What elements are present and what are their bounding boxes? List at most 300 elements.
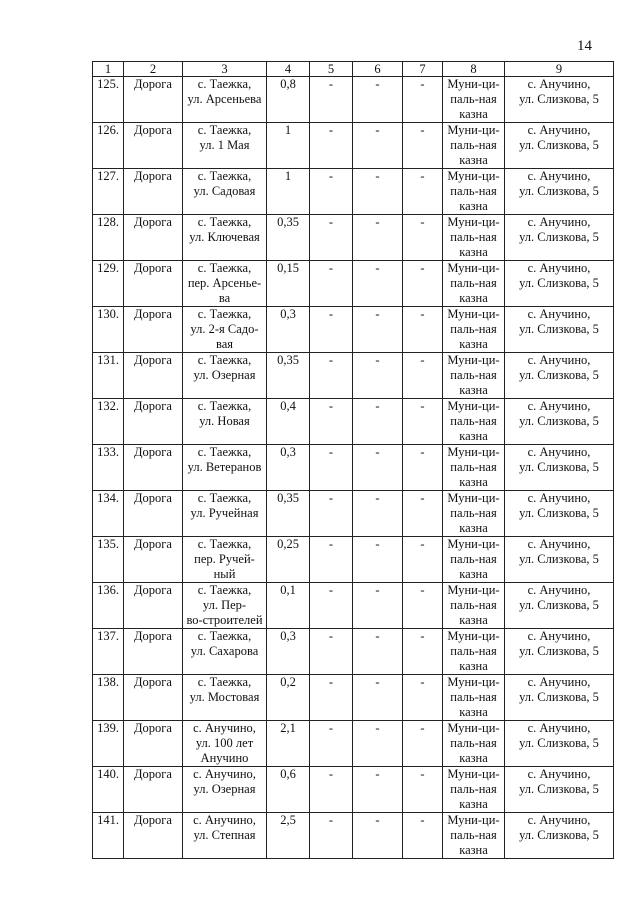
column-5-cell: - bbox=[310, 813, 353, 859]
holder-address-cell bbox=[505, 813, 614, 859]
ownership-cell bbox=[443, 813, 505, 859]
column-6-cell: - bbox=[353, 261, 403, 307]
location-cell bbox=[183, 215, 267, 261]
length-cell: 0,1 bbox=[267, 583, 310, 629]
table-row bbox=[93, 629, 614, 675]
holder-address-cell-line: с. Анучино, bbox=[527, 77, 591, 91]
holder-address-cell-line: с. Анучино, bbox=[527, 123, 591, 137]
table-row bbox=[93, 123, 614, 169]
ownership-cell-line: паль-ная bbox=[450, 782, 497, 796]
column-5-cell: - bbox=[310, 215, 353, 261]
column-5-cell: - bbox=[310, 767, 353, 813]
header-cell: 6 bbox=[353, 62, 403, 77]
object-type-cell: Дорога bbox=[124, 445, 183, 491]
ownership-cell-line: паль-ная bbox=[450, 322, 497, 336]
ownership-cell-line: Муни-ци- bbox=[447, 307, 500, 321]
location-cell-line: пер. Арсенье- bbox=[187, 276, 262, 290]
holder-address-cell-line: с. Анучино, bbox=[527, 629, 591, 643]
ownership-cell-line: казна bbox=[459, 475, 488, 489]
ownership-cell-line: Муни-ци- bbox=[447, 353, 500, 367]
location-cell-line: Анучино bbox=[200, 751, 249, 765]
length-cell: 0,15 bbox=[267, 261, 310, 307]
table-row bbox=[93, 813, 614, 859]
holder-address-cell bbox=[505, 399, 614, 445]
location-cell bbox=[183, 629, 267, 675]
ownership-cell bbox=[443, 353, 505, 399]
location-cell-line: с. Таежка, bbox=[197, 445, 252, 459]
object-type-cell: Дорога bbox=[124, 399, 183, 445]
ownership-cell-line: паль-ная bbox=[450, 184, 497, 198]
holder-address-cell-line: с. Анучино, bbox=[527, 399, 591, 413]
ownership-cell-line: казна bbox=[459, 153, 488, 167]
length-cell: 0,3 bbox=[267, 445, 310, 491]
ownership-cell bbox=[443, 491, 505, 537]
length-cell: 0,35 bbox=[267, 215, 310, 261]
column-5-cell: - bbox=[310, 721, 353, 767]
ownership-cell-line: казна bbox=[459, 843, 488, 857]
holder-address-cell bbox=[505, 445, 614, 491]
row-number-cell: 131. bbox=[93, 353, 124, 399]
column-6-cell: - bbox=[353, 77, 403, 123]
ownership-cell-line: паль-ная bbox=[450, 690, 497, 704]
ownership-cell-line: Муни-ци- bbox=[447, 491, 500, 505]
ownership-cell-line: паль-ная bbox=[450, 736, 497, 750]
column-7-cell: - bbox=[403, 445, 443, 491]
object-type-cell: Дорога bbox=[124, 169, 183, 215]
location-cell-line: с. Анучино, bbox=[193, 721, 256, 735]
ownership-cell bbox=[443, 77, 505, 123]
ownership-cell-line: казна bbox=[459, 383, 488, 397]
holder-address-cell bbox=[505, 583, 614, 629]
column-5-cell: - bbox=[310, 537, 353, 583]
ownership-cell-line: паль-ная bbox=[450, 230, 497, 244]
holder-address-cell bbox=[505, 629, 614, 675]
location-cell-line: с. Таежка, bbox=[197, 353, 252, 367]
holder-address-cell-line: ул. Слизкова, 5 bbox=[519, 506, 599, 520]
ownership-cell-line: паль-ная bbox=[450, 506, 497, 520]
header-row bbox=[93, 62, 614, 77]
column-7-cell: - bbox=[403, 215, 443, 261]
holder-address-cell-line: с. Анучино, bbox=[527, 445, 591, 459]
location-cell-line: ул. Ветеранов bbox=[187, 460, 262, 474]
location-cell-line: с. Анучино, bbox=[193, 767, 256, 781]
holder-address-cell-line: с. Анучино, bbox=[527, 537, 591, 551]
column-7-cell: - bbox=[403, 721, 443, 767]
row-number-cell: 128. bbox=[93, 215, 124, 261]
location-cell-line: с. Таежка, bbox=[197, 169, 252, 183]
table-row bbox=[93, 721, 614, 767]
column-6-cell: - bbox=[353, 215, 403, 261]
row-number-cell: 126. bbox=[93, 123, 124, 169]
header-cell: 5 bbox=[310, 62, 353, 77]
column-6-cell: - bbox=[353, 767, 403, 813]
column-5-cell: - bbox=[310, 491, 353, 537]
table-row bbox=[93, 353, 614, 399]
column-6-cell: - bbox=[353, 629, 403, 675]
holder-address-cell-line: с. Анучино, bbox=[527, 353, 591, 367]
holder-address-cell-line: ул. Слизкова, 5 bbox=[519, 690, 599, 704]
column-7-cell: - bbox=[403, 123, 443, 169]
holder-address-cell-line: ул. Слизкова, 5 bbox=[519, 736, 599, 750]
table-row bbox=[93, 491, 614, 537]
location-cell-line: ул. Степная bbox=[193, 828, 256, 842]
ownership-cell bbox=[443, 215, 505, 261]
column-5-cell: - bbox=[310, 307, 353, 353]
holder-address-cell-line: с. Анучино, bbox=[527, 307, 591, 321]
ownership-cell-line: казна bbox=[459, 291, 488, 305]
holder-address-cell-line: ул. Слизкова, 5 bbox=[519, 598, 599, 612]
location-cell-line: ул. Пер- bbox=[202, 598, 247, 612]
ownership-cell-line: казна bbox=[459, 613, 488, 627]
length-cell: 0,3 bbox=[267, 307, 310, 353]
column-6-cell: - bbox=[353, 721, 403, 767]
ownership-cell-line: Муни-ци- bbox=[447, 583, 500, 597]
object-type-cell: Дорога bbox=[124, 583, 183, 629]
holder-address-cell bbox=[505, 123, 614, 169]
ownership-cell-line: Муни-ци- bbox=[447, 813, 500, 827]
column-6-cell: - bbox=[353, 399, 403, 445]
row-number-cell: 127. bbox=[93, 169, 124, 215]
location-cell-line: вая bbox=[215, 337, 234, 351]
object-type-cell: Дорога bbox=[124, 353, 183, 399]
row-number-cell: 139. bbox=[93, 721, 124, 767]
object-type-cell: Дорога bbox=[124, 261, 183, 307]
ownership-cell-line: казна bbox=[459, 429, 488, 443]
ownership-cell-line: казна bbox=[459, 567, 488, 581]
location-cell-line: ул. Новая bbox=[199, 414, 250, 428]
location-cell bbox=[183, 307, 267, 353]
holder-address-cell-line: ул. Слизкова, 5 bbox=[519, 92, 599, 106]
location-cell-line: ул. Сахарова bbox=[190, 644, 259, 658]
table-row bbox=[93, 307, 614, 353]
ownership-cell-line: казна bbox=[459, 705, 488, 719]
ownership-cell-line: паль-ная bbox=[450, 460, 497, 474]
column-5-cell: - bbox=[310, 77, 353, 123]
table-row bbox=[93, 77, 614, 123]
object-type-cell: Дорога bbox=[124, 629, 183, 675]
row-number-cell: 138. bbox=[93, 675, 124, 721]
row-number-cell: 137. bbox=[93, 629, 124, 675]
ownership-cell-line: паль-ная bbox=[450, 552, 497, 566]
location-cell-line: ул. Садовая bbox=[193, 184, 256, 198]
ownership-cell-line: Муни-ци- bbox=[447, 445, 500, 459]
length-cell: 0,6 bbox=[267, 767, 310, 813]
holder-address-cell-line: ул. Слизкова, 5 bbox=[519, 138, 599, 152]
holder-address-cell-line: с. Анучино, bbox=[527, 583, 591, 597]
header-cell: 7 bbox=[403, 62, 443, 77]
ownership-cell-line: паль-ная bbox=[450, 414, 497, 428]
row-number-cell: 125. bbox=[93, 77, 124, 123]
ownership-cell bbox=[443, 629, 505, 675]
ownership-cell bbox=[443, 123, 505, 169]
row-number-cell: 134. bbox=[93, 491, 124, 537]
holder-address-cell-line: ул. Слизкова, 5 bbox=[519, 322, 599, 336]
holder-address-cell-line: ул. Слизкова, 5 bbox=[519, 276, 599, 290]
location-cell-line: с. Таежка, bbox=[197, 123, 252, 137]
column-7-cell: - bbox=[403, 675, 443, 721]
column-7-cell: - bbox=[403, 77, 443, 123]
ownership-cell bbox=[443, 169, 505, 215]
holder-address-cell-line: с. Анучино, bbox=[527, 767, 591, 781]
ownership-cell-line: казна bbox=[459, 751, 488, 765]
page-number: 14 bbox=[577, 38, 592, 54]
location-cell-line: во-строителей bbox=[186, 613, 263, 627]
location-cell-line: с. Таежка, bbox=[197, 215, 252, 229]
column-7-cell: - bbox=[403, 399, 443, 445]
location-cell bbox=[183, 537, 267, 583]
object-type-cell: Дорога bbox=[124, 813, 183, 859]
object-type-cell: Дорога bbox=[124, 767, 183, 813]
location-cell-line: ный bbox=[213, 567, 236, 581]
column-6-cell: - bbox=[353, 169, 403, 215]
column-7-cell: - bbox=[403, 629, 443, 675]
column-5-cell: - bbox=[310, 583, 353, 629]
ownership-cell-line: Муни-ци- bbox=[447, 675, 500, 689]
location-cell-line: ул. Ключевая bbox=[189, 230, 260, 244]
ownership-cell-line: казна bbox=[459, 337, 488, 351]
holder-address-cell-line: с. Анучино, bbox=[527, 813, 591, 827]
location-cell-line: с. Таежка, bbox=[197, 77, 252, 91]
column-7-cell: - bbox=[403, 767, 443, 813]
object-type-cell: Дорога bbox=[124, 77, 183, 123]
column-7-cell: - bbox=[403, 261, 443, 307]
length-cell: 0,35 bbox=[267, 353, 310, 399]
length-cell: 0,3 bbox=[267, 629, 310, 675]
location-cell bbox=[183, 813, 267, 859]
ownership-cell bbox=[443, 445, 505, 491]
column-5-cell: - bbox=[310, 445, 353, 491]
location-cell-line: ул. 1 Мая bbox=[199, 138, 250, 152]
ownership-cell bbox=[443, 721, 505, 767]
location-cell bbox=[183, 491, 267, 537]
header-cell: 2 bbox=[124, 62, 183, 77]
location-cell-line: с. Таежка, bbox=[197, 537, 252, 551]
header-cell: 9 bbox=[505, 62, 614, 77]
column-7-cell: - bbox=[403, 537, 443, 583]
registry-table bbox=[92, 61, 614, 859]
holder-address-cell-line: ул. Слизкова, 5 bbox=[519, 414, 599, 428]
location-cell bbox=[183, 123, 267, 169]
holder-address-cell-line: ул. Слизкова, 5 bbox=[519, 184, 599, 198]
column-6-cell: - bbox=[353, 813, 403, 859]
holder-address-cell-line: с. Анучино, bbox=[527, 491, 591, 505]
ownership-cell-line: Муни-ци- bbox=[447, 767, 500, 781]
ownership-cell-line: Муни-ци- bbox=[447, 261, 500, 275]
table-row bbox=[93, 537, 614, 583]
holder-address-cell-line: ул. Слизкова, 5 bbox=[519, 368, 599, 382]
holder-address-cell-line: с. Анучино, bbox=[527, 721, 591, 735]
column-7-cell: - bbox=[403, 169, 443, 215]
header-cell: 4 bbox=[267, 62, 310, 77]
location-cell bbox=[183, 77, 267, 123]
location-cell-line: ул. Озерная bbox=[193, 782, 256, 796]
column-6-cell: - bbox=[353, 583, 403, 629]
holder-address-cell-line: ул. Слизкова, 5 bbox=[519, 230, 599, 244]
holder-address-cell-line: ул. Слизкова, 5 bbox=[519, 782, 599, 796]
column-7-cell: - bbox=[403, 813, 443, 859]
location-cell-line: ул. Мостовая bbox=[189, 690, 260, 704]
length-cell: 0,4 bbox=[267, 399, 310, 445]
location-cell bbox=[183, 721, 267, 767]
ownership-cell-line: Муни-ци- bbox=[447, 169, 500, 183]
holder-address-cell-line: ул. Слизкова, 5 bbox=[519, 460, 599, 474]
table-row bbox=[93, 399, 614, 445]
holder-address-cell-line: ул. Слизкова, 5 bbox=[519, 644, 599, 658]
holder-address-cell-line: с. Анучино, bbox=[527, 675, 591, 689]
column-7-cell: - bbox=[403, 491, 443, 537]
holder-address-cell bbox=[505, 537, 614, 583]
row-number-cell: 141. bbox=[93, 813, 124, 859]
header-cell: 1 bbox=[93, 62, 124, 77]
holder-address-cell-line: ул. Слизкова, 5 bbox=[519, 828, 599, 842]
ownership-cell bbox=[443, 307, 505, 353]
table-row bbox=[93, 215, 614, 261]
location-cell-line: ул. 2-я Садо- bbox=[190, 322, 259, 336]
ownership-cell-line: Муни-ци- bbox=[447, 721, 500, 735]
ownership-cell-line: паль-ная bbox=[450, 644, 497, 658]
column-6-cell: - bbox=[353, 307, 403, 353]
ownership-cell bbox=[443, 675, 505, 721]
location-cell-line: ул. Озерная bbox=[193, 368, 256, 382]
location-cell-line: пер. Ручей- bbox=[194, 552, 255, 566]
row-number-cell: 140. bbox=[93, 767, 124, 813]
object-type-cell: Дорога bbox=[124, 537, 183, 583]
length-cell: 1 bbox=[267, 169, 310, 215]
ownership-cell-line: казна bbox=[459, 245, 488, 259]
object-type-cell: Дорога bbox=[124, 123, 183, 169]
location-cell-line: с. Таежка, bbox=[197, 307, 252, 321]
column-7-cell: - bbox=[403, 307, 443, 353]
column-7-cell: - bbox=[403, 583, 443, 629]
table-row bbox=[93, 169, 614, 215]
location-cell-line: с. Таежка, bbox=[197, 583, 252, 597]
table-row bbox=[93, 583, 614, 629]
column-6-cell: - bbox=[353, 123, 403, 169]
holder-address-cell bbox=[505, 169, 614, 215]
length-cell: 1 bbox=[267, 123, 310, 169]
holder-address-cell bbox=[505, 675, 614, 721]
location-cell-line: ул. Арсеньева bbox=[187, 92, 262, 106]
column-5-cell: - bbox=[310, 123, 353, 169]
ownership-cell-line: Муни-ци- bbox=[447, 629, 500, 643]
location-cell bbox=[183, 261, 267, 307]
column-7-cell: - bbox=[403, 353, 443, 399]
holder-address-cell bbox=[505, 215, 614, 261]
object-type-cell: Дорога bbox=[124, 675, 183, 721]
ownership-cell-line: паль-ная bbox=[450, 92, 497, 106]
ownership-cell-line: Муни-ци- bbox=[447, 215, 500, 229]
holder-address-cell-line: с. Анучино, bbox=[527, 169, 591, 183]
location-cell bbox=[183, 445, 267, 491]
location-cell-line: с. Анучино, bbox=[193, 813, 256, 827]
length-cell: 0,25 bbox=[267, 537, 310, 583]
length-cell: 2,5 bbox=[267, 813, 310, 859]
location-cell-line: с. Таежка, bbox=[197, 399, 252, 413]
ownership-cell bbox=[443, 537, 505, 583]
length-cell: 0,2 bbox=[267, 675, 310, 721]
table-row bbox=[93, 445, 614, 491]
location-cell bbox=[183, 583, 267, 629]
holder-address-cell bbox=[505, 721, 614, 767]
object-type-cell: Дорога bbox=[124, 307, 183, 353]
column-5-cell: - bbox=[310, 629, 353, 675]
holder-address-cell bbox=[505, 307, 614, 353]
location-cell bbox=[183, 353, 267, 399]
ownership-cell-line: Муни-ци- bbox=[447, 537, 500, 551]
column-5-cell: - bbox=[310, 169, 353, 215]
location-cell-line: ул. 100 лет bbox=[195, 736, 254, 750]
length-cell: 2,1 bbox=[267, 721, 310, 767]
row-number-cell: 130. bbox=[93, 307, 124, 353]
object-type-cell: Дорога bbox=[124, 721, 183, 767]
column-5-cell: - bbox=[310, 675, 353, 721]
ownership-cell bbox=[443, 583, 505, 629]
ownership-cell-line: Муни-ци- bbox=[447, 123, 500, 137]
ownership-cell-line: паль-ная bbox=[450, 276, 497, 290]
row-number-cell: 133. bbox=[93, 445, 124, 491]
ownership-cell-line: казна bbox=[459, 199, 488, 213]
location-cell-line: с. Таежка, bbox=[197, 629, 252, 643]
ownership-cell-line: казна bbox=[459, 797, 488, 811]
ownership-cell-line: Муни-ци- bbox=[447, 77, 500, 91]
holder-address-cell bbox=[505, 767, 614, 813]
holder-address-cell-line: с. Анучино, bbox=[527, 261, 591, 275]
row-number-cell: 132. bbox=[93, 399, 124, 445]
ownership-cell-line: паль-ная bbox=[450, 598, 497, 612]
length-cell: 0,8 bbox=[267, 77, 310, 123]
location-cell bbox=[183, 169, 267, 215]
row-number-cell: 135. bbox=[93, 537, 124, 583]
ownership-cell-line: казна bbox=[459, 659, 488, 673]
holder-address-cell bbox=[505, 491, 614, 537]
holder-address-cell bbox=[505, 353, 614, 399]
location-cell bbox=[183, 399, 267, 445]
length-cell: 0,35 bbox=[267, 491, 310, 537]
holder-address-cell bbox=[505, 261, 614, 307]
column-6-cell: - bbox=[353, 445, 403, 491]
column-6-cell: - bbox=[353, 353, 403, 399]
header-cell: 3 bbox=[183, 62, 267, 77]
location-cell bbox=[183, 675, 267, 721]
ownership-cell bbox=[443, 767, 505, 813]
ownership-cell-line: казна bbox=[459, 521, 488, 535]
column-6-cell: - bbox=[353, 675, 403, 721]
column-6-cell: - bbox=[353, 537, 403, 583]
object-type-cell: Дорога bbox=[124, 491, 183, 537]
ownership-cell-line: казна bbox=[459, 107, 488, 121]
ownership-cell bbox=[443, 261, 505, 307]
object-type-cell: Дорога bbox=[124, 215, 183, 261]
location-cell-line: с. Таежка, bbox=[197, 491, 252, 505]
header-cell: 8 bbox=[443, 62, 505, 77]
ownership-cell-line: Муни-ци- bbox=[447, 399, 500, 413]
holder-address-cell-line: с. Анучино, bbox=[527, 215, 591, 229]
ownership-cell-line: паль-ная bbox=[450, 138, 497, 152]
ownership-cell-line: паль-ная bbox=[450, 828, 497, 842]
column-5-cell: - bbox=[310, 261, 353, 307]
row-number-cell: 129. bbox=[93, 261, 124, 307]
column-5-cell: - bbox=[310, 353, 353, 399]
row-number-cell: 136. bbox=[93, 583, 124, 629]
location-cell-line: с. Таежка, bbox=[197, 261, 252, 275]
table-row bbox=[93, 675, 614, 721]
column-5-cell: - bbox=[310, 399, 353, 445]
holder-address-cell bbox=[505, 77, 614, 123]
table-row bbox=[93, 767, 614, 813]
holder-address-cell-line: ул. Слизкова, 5 bbox=[519, 552, 599, 566]
table-body bbox=[93, 77, 614, 859]
column-6-cell: - bbox=[353, 491, 403, 537]
